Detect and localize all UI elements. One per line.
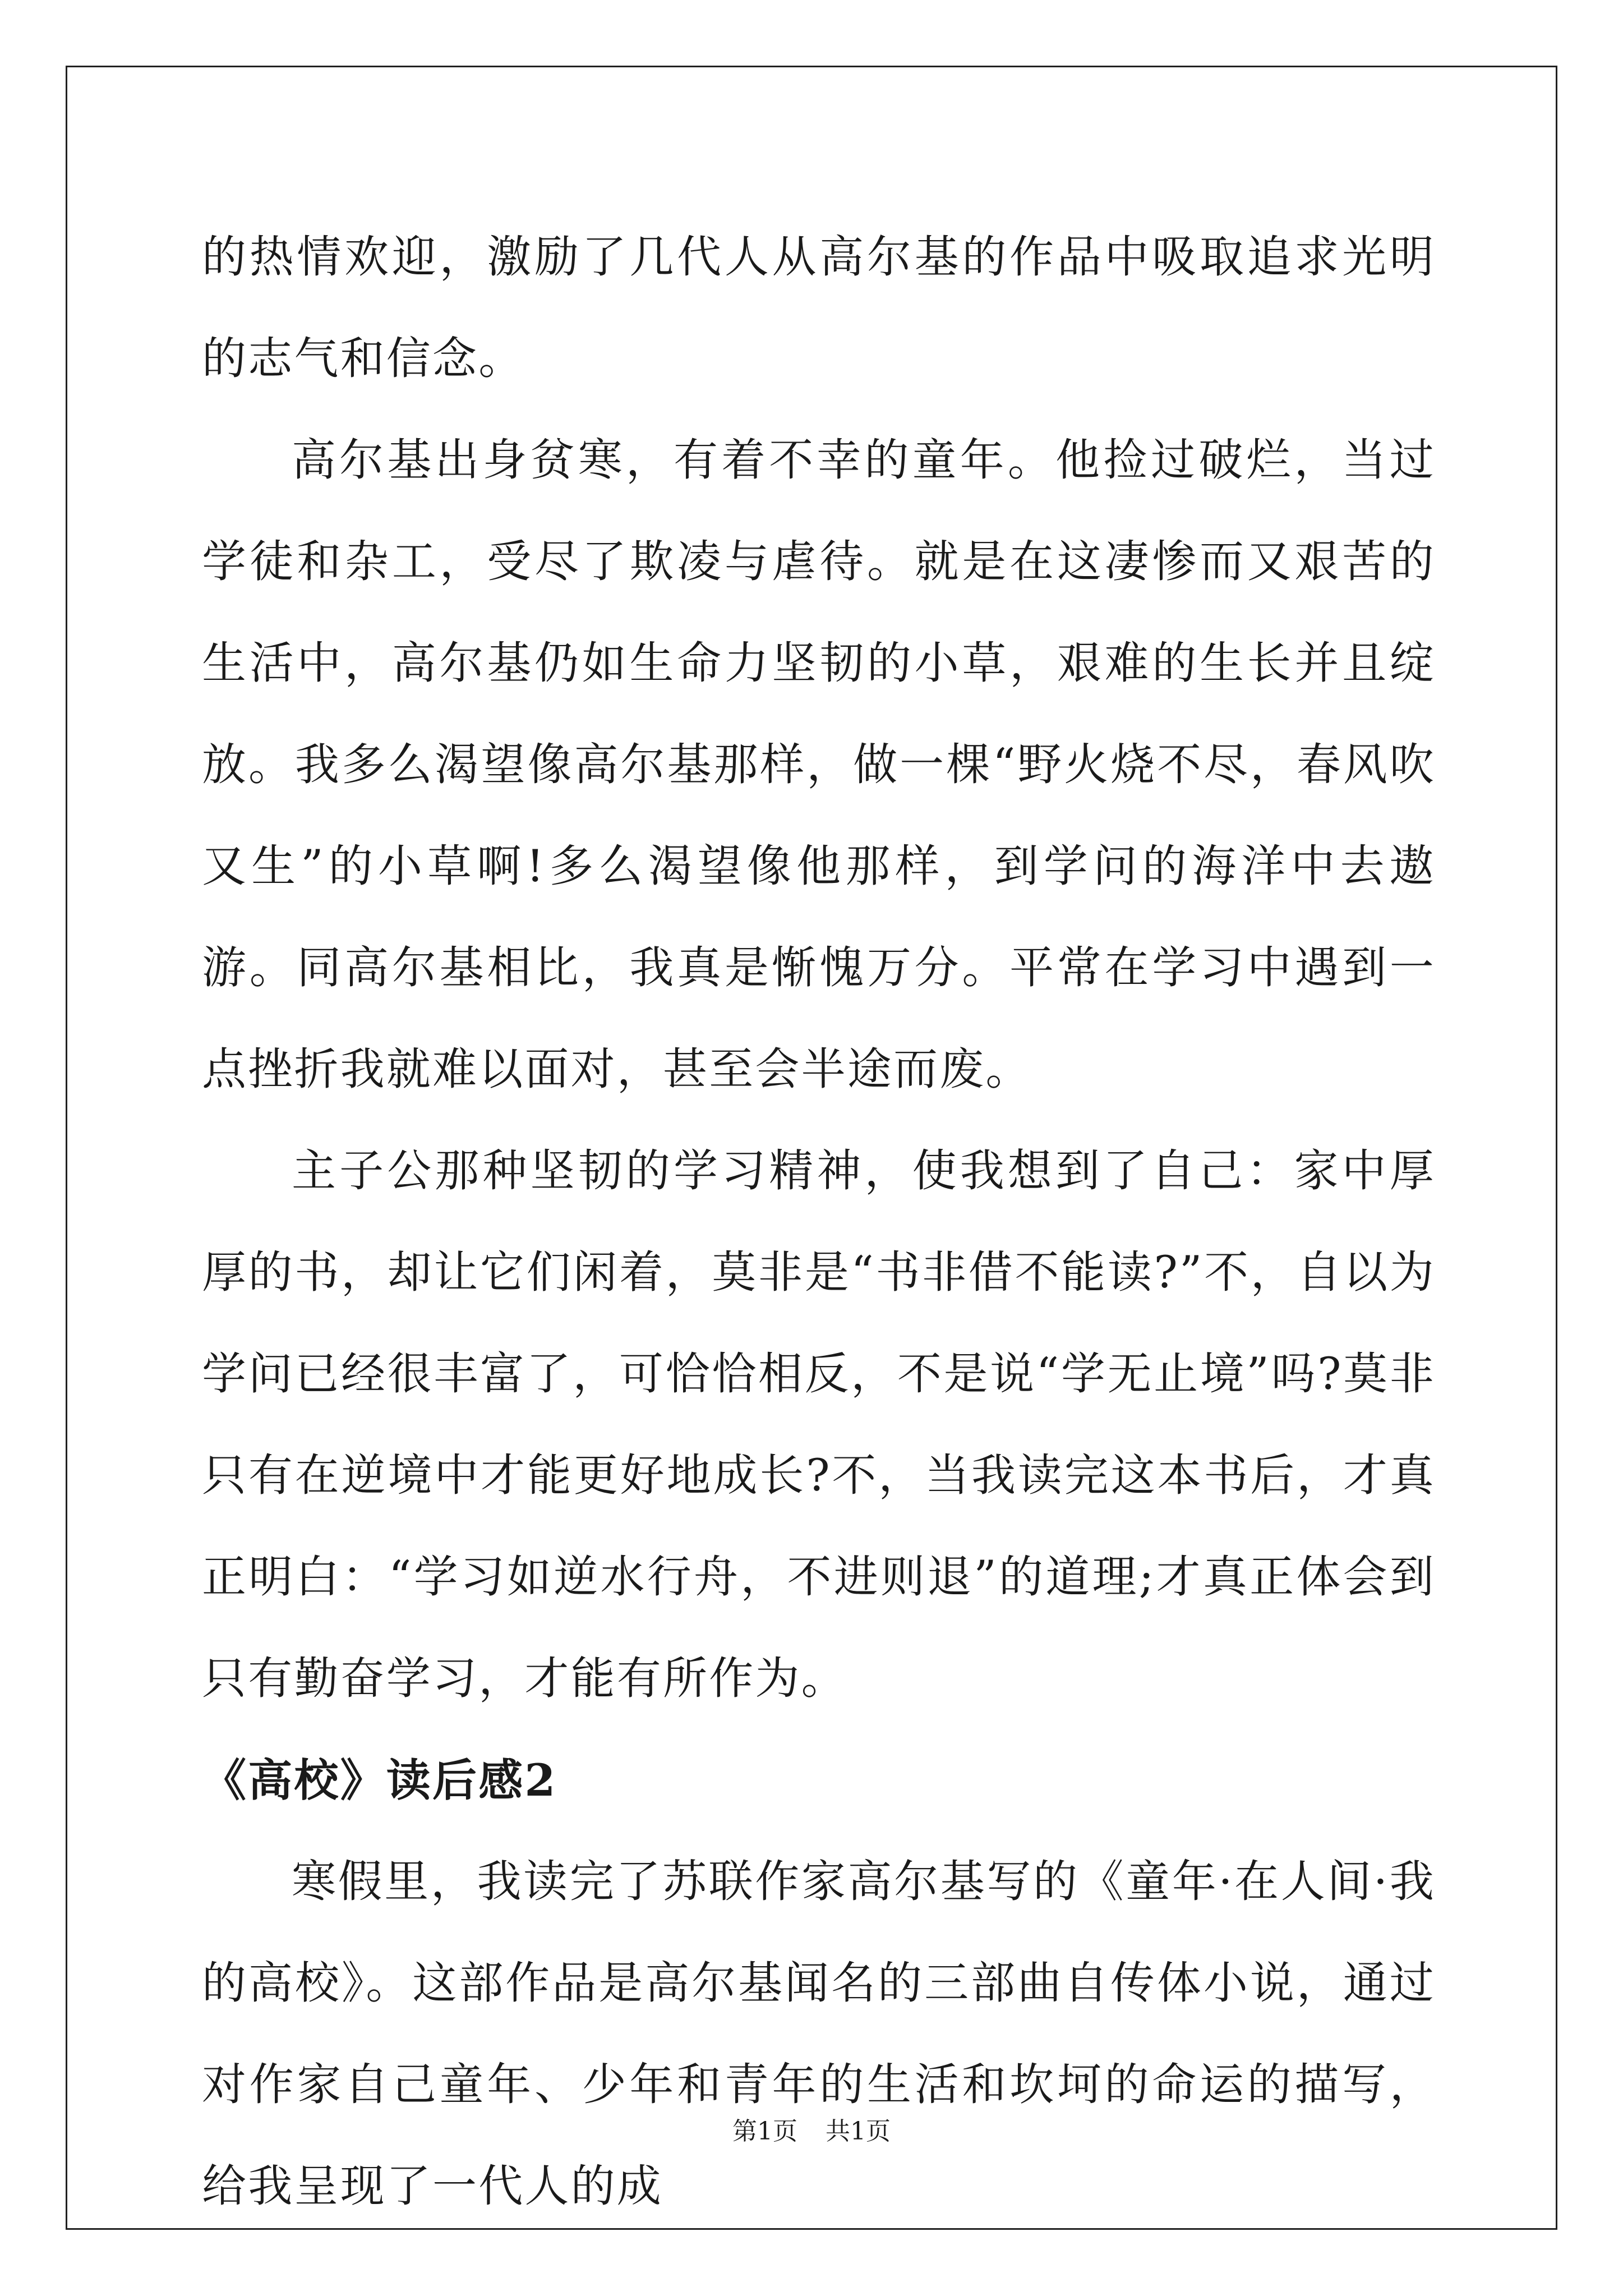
paragraph-gorky-childhood: 高尔基出身贫寒，有着不幸的童年。他捡过破烂，当过学徒和杂工，受尽了欺凌与虐待。就是在这凄惨而又艰苦的生活中，高尔基仍如生命力坚韧的小草，艰难的生长并且绽放。我多么渴望像高尔基那样，做一棵“野火烧不尽，春风吹又生”的小草啊!多么渴望像他那样，到学问的海洋中去遨游。同高尔基相比，我真是惭愧万分。平常在学习中遇到一点挫折我就难以面对，甚至会半途而废。 xyxy=(202,434,1436,1095)
document-body xyxy=(202,206,1436,2237)
paragraph-learning-spirit: 主子公那种坚韧的学习精神，使我想到了自己：家中厚厚的书，却让它们闲着，莫非是“书非借不能读?”不，自以为学问已经很丰富了，可恰恰相反，不是说“学无止境”吗?莫非只有在逆境中才能更好地成长?不，当我读完这本书后，才真正明白：“学习如逆水行舟，不进则退”的道理;才真正体会到只有勤奋学习，才能有所作为。 xyxy=(202,1145,1436,1704)
section-title: 《高校》读后感2 xyxy=(202,1754,557,1806)
page-number-total: 共1页 xyxy=(826,2117,891,2146)
paragraph-winter-reading: 寒假里，我读完了苏联作家高尔基写的《童年·在人间·我的高校》。这部作品是高尔基闻名的三部曲自传体小说，通过对作家自己童年、少年和青年的生活和坎坷的命运的描写，给我呈现了一代人的成 xyxy=(202,1856,1436,2212)
paragraph-continuation: 的热情欢迎，激励了几代人从高尔基的作品中吸取追求光明的志气和信念。 xyxy=(202,231,1436,384)
page-footer xyxy=(0,2115,1623,2148)
page-number-current: 第1页 xyxy=(732,2117,797,2146)
